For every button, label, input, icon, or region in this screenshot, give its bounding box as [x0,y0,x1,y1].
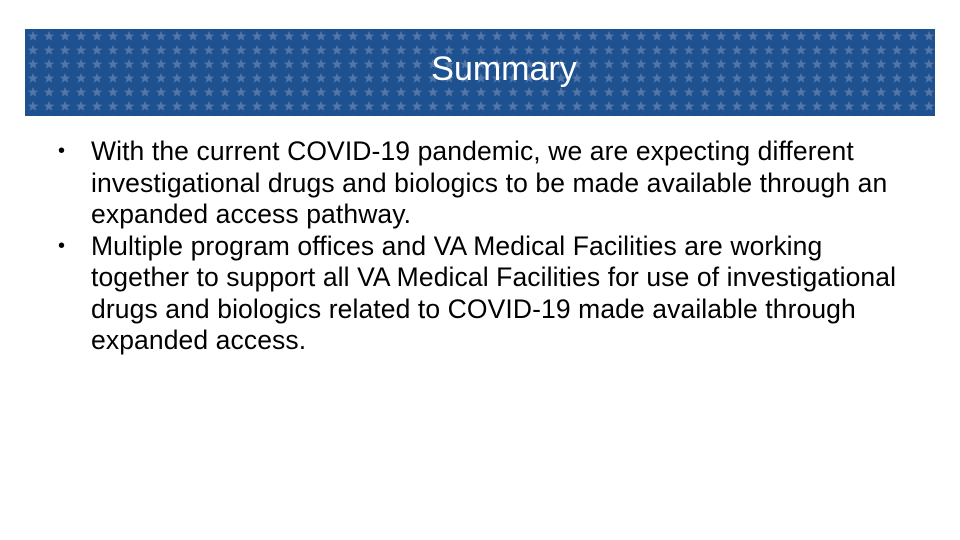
bullet-item [58,136,918,231]
bullet-text: With the current COVID-19 pandemic, we are expecting different investigational drugs and biologics to be made available through an expanded access pathway. [91,136,888,229]
slide-title: Summary [431,50,577,88]
bullet-dot-icon: • [58,234,66,257]
bullet-item [58,231,918,357]
bullet-list [58,136,918,357]
bullet-text: Multiple program offices and VA Medical Facilities are working together to support all VA Medical Facilities for use of investigational drugs and biologics related to COVID-19 made available through expanded access. [91,230,897,355]
bullet-dot-icon: • [58,140,66,162]
title-banner [25,29,935,116]
